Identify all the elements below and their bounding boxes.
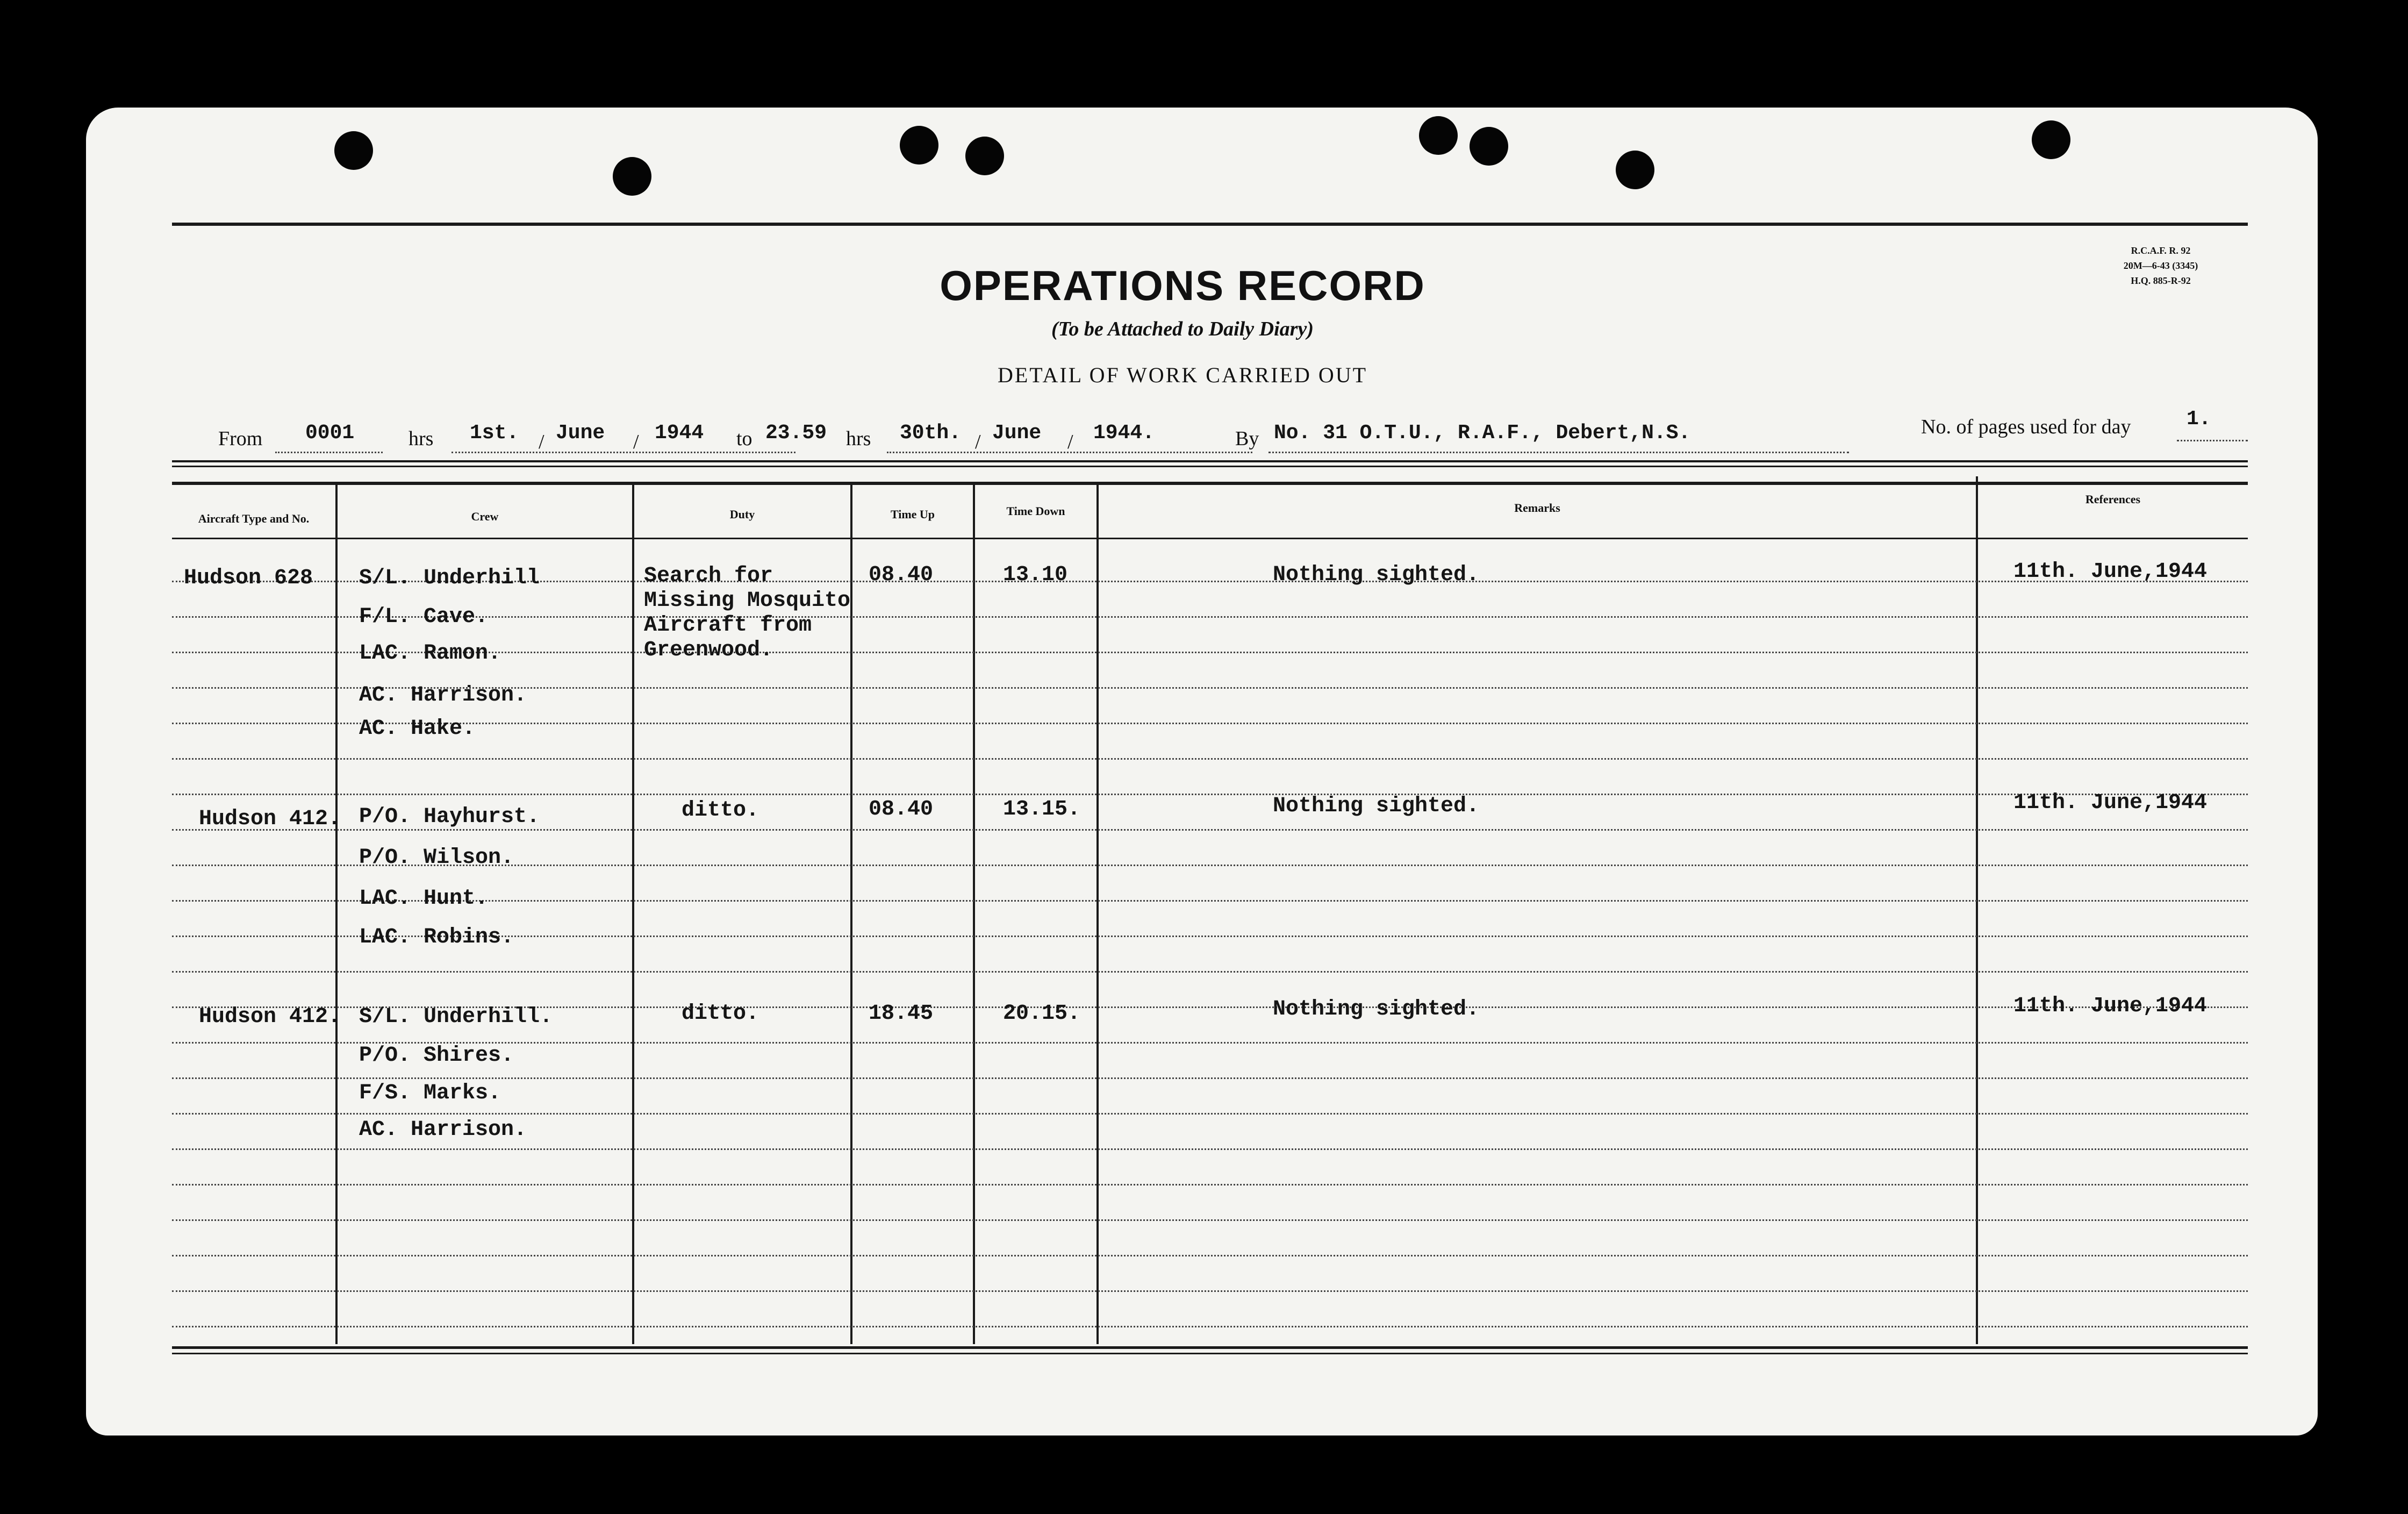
crew-member: LAC. Hunt. bbox=[359, 887, 489, 911]
time-up-cell: 08.40 bbox=[869, 563, 934, 587]
to-label: to bbox=[736, 427, 752, 450]
reference-cell: 11th. June,1944 bbox=[2013, 791, 2208, 815]
column-header-remarks: Remarks bbox=[1514, 501, 1560, 515]
duty-line: Greenwood. bbox=[644, 638, 773, 662]
duty-line: ditto. bbox=[682, 1002, 759, 1026]
reference-cell: 11th. June,1944 bbox=[2013, 994, 2208, 1018]
page-title: OPERATIONS RECORD bbox=[940, 262, 1425, 309]
header-rule bbox=[172, 466, 2248, 467]
punch-hole bbox=[900, 126, 938, 165]
pages-label: No. of pages used for day bbox=[1921, 416, 2131, 438]
duty-line: ditto. bbox=[682, 798, 759, 823]
detail-heading: DETAIL OF WORK CARRIED OUT bbox=[997, 363, 1368, 387]
pages-value: 1. bbox=[2187, 408, 2211, 431]
punch-hole bbox=[1616, 151, 1654, 189]
punch-hole bbox=[1470, 127, 1508, 166]
column-header-references: References bbox=[2085, 492, 2141, 506]
crew-member: P/O. Hayhurst. bbox=[359, 805, 540, 829]
from-date-rule bbox=[452, 452, 796, 453]
date-separator: / bbox=[539, 431, 544, 453]
column-divider bbox=[850, 485, 852, 1344]
crew-member: LAC. Ramon. bbox=[359, 641, 501, 666]
column-divider bbox=[1096, 485, 1099, 1344]
ruled-line bbox=[172, 758, 2248, 760]
crew-member: AC. Harrison. bbox=[359, 683, 527, 708]
bottom-rule bbox=[172, 1353, 2248, 1354]
ruled-line bbox=[172, 723, 2248, 724]
column-header-rule bbox=[172, 538, 2248, 539]
by-unit-value: No. 31 O.T.U., R.A.F., Debert,N.S. bbox=[1274, 422, 1691, 445]
crew-member: AC. Harrison. bbox=[359, 1118, 527, 1142]
header-rule bbox=[172, 460, 2248, 462]
pages-rule bbox=[2177, 440, 2248, 441]
reference-cell: 11th. June,1944 bbox=[2013, 560, 2208, 584]
column-divider bbox=[632, 485, 634, 1344]
ruled-line bbox=[172, 1077, 2248, 1079]
crew-member: P/O. Wilson. bbox=[359, 846, 514, 870]
column-header-time-up: Time Up bbox=[890, 508, 935, 521]
duty-line: Aircraft from bbox=[644, 613, 812, 638]
time-up-cell: 08.40 bbox=[869, 797, 934, 822]
date-separator: / bbox=[1067, 431, 1073, 453]
duty-line: Search for bbox=[644, 564, 773, 588]
form-code bbox=[2112, 243, 2209, 288]
aircraft-cell: Hudson 412. bbox=[199, 1005, 341, 1029]
punch-hole bbox=[2032, 120, 2070, 159]
ruled-line bbox=[172, 1326, 2248, 1327]
date-separator: / bbox=[975, 431, 981, 453]
crew-member: S/L. Underhill bbox=[359, 566, 540, 590]
duty-line: Missing Mosquito bbox=[644, 589, 851, 613]
to-hrs-value: 23.59 bbox=[765, 422, 827, 445]
ruled-line bbox=[172, 1113, 2248, 1115]
to-day-value: 30th. bbox=[900, 422, 962, 445]
crew-member: F/S. Marks. bbox=[359, 1081, 501, 1105]
crew-member: LAC. Robins. bbox=[359, 925, 514, 949]
crew-member: S/L. Underhill. bbox=[359, 1005, 553, 1029]
column-header-crew: Crew bbox=[471, 510, 499, 523]
punch-hole bbox=[965, 137, 1004, 175]
form-code-line: 20M—6-43 (3345) bbox=[2123, 260, 2198, 271]
time-up-cell: 18.45 bbox=[869, 1002, 934, 1026]
page-subtitle: (To be Attached to Daily Diary) bbox=[1051, 318, 1314, 340]
aircraft-cell: Hudson 628 bbox=[184, 566, 313, 590]
time-down-cell: 13.15. bbox=[1003, 797, 1081, 822]
aircraft-cell: Hudson 412. bbox=[199, 807, 341, 831]
punch-hole bbox=[1419, 116, 1458, 155]
crew-member: P/O. Shires. bbox=[359, 1044, 514, 1068]
operations-record-form bbox=[86, 108, 2318, 1436]
remarks-cell: Nothing sighted. bbox=[1273, 997, 1480, 1022]
bottom-rule bbox=[172, 1346, 2248, 1349]
column-header-duty: Duty bbox=[729, 508, 755, 521]
table-top-rule bbox=[172, 482, 2248, 485]
from-hrs-rule bbox=[275, 452, 383, 453]
from-month-value: June bbox=[556, 422, 605, 445]
column-divider bbox=[335, 485, 338, 1344]
ruled-line bbox=[172, 1148, 2248, 1150]
form-code-line: R.C.A.F. R. 92 bbox=[2131, 245, 2191, 256]
punch-hole bbox=[334, 131, 373, 170]
time-down-cell: 13.10 bbox=[1003, 563, 1068, 587]
ruled-line bbox=[172, 1184, 2248, 1186]
crew-member: F/L. Cave. bbox=[359, 605, 489, 629]
hrs-label-2: hrs bbox=[846, 427, 871, 450]
by-label: By bbox=[1235, 427, 1259, 450]
crew-member: AC. Hake. bbox=[359, 717, 476, 741]
from-year-value: 1944 bbox=[655, 422, 704, 445]
column-header-aircraft: Aircraft Type and No. bbox=[198, 512, 310, 525]
from-day-value: 1st. bbox=[470, 422, 519, 445]
punch-hole bbox=[613, 157, 651, 196]
to-year-value: 1944. bbox=[1093, 422, 1155, 445]
time-down-cell: 20.15. bbox=[1003, 1002, 1081, 1026]
ruled-line bbox=[172, 971, 2248, 973]
ruled-line bbox=[172, 1255, 2248, 1256]
ruled-line bbox=[172, 1219, 2248, 1221]
column-divider bbox=[973, 485, 975, 1344]
from-hrs-value: 0001 bbox=[305, 422, 355, 445]
by-rule bbox=[1268, 452, 1849, 453]
remarks-cell: Nothing sighted. bbox=[1273, 563, 1480, 587]
column-header-time-down: Time Down bbox=[1006, 504, 1065, 518]
hrs-label: hrs bbox=[408, 427, 434, 450]
date-separator: / bbox=[633, 431, 639, 453]
ruled-line bbox=[172, 794, 2248, 795]
from-label: From bbox=[218, 427, 263, 450]
remarks-cell: Nothing sighted. bbox=[1273, 794, 1480, 818]
to-month-value: June bbox=[992, 422, 1042, 445]
form-code-line: H.Q. 885-R-92 bbox=[2131, 275, 2191, 286]
column-divider bbox=[1976, 476, 1978, 1344]
ruled-line bbox=[172, 1290, 2248, 1292]
top-rule bbox=[172, 223, 2248, 226]
